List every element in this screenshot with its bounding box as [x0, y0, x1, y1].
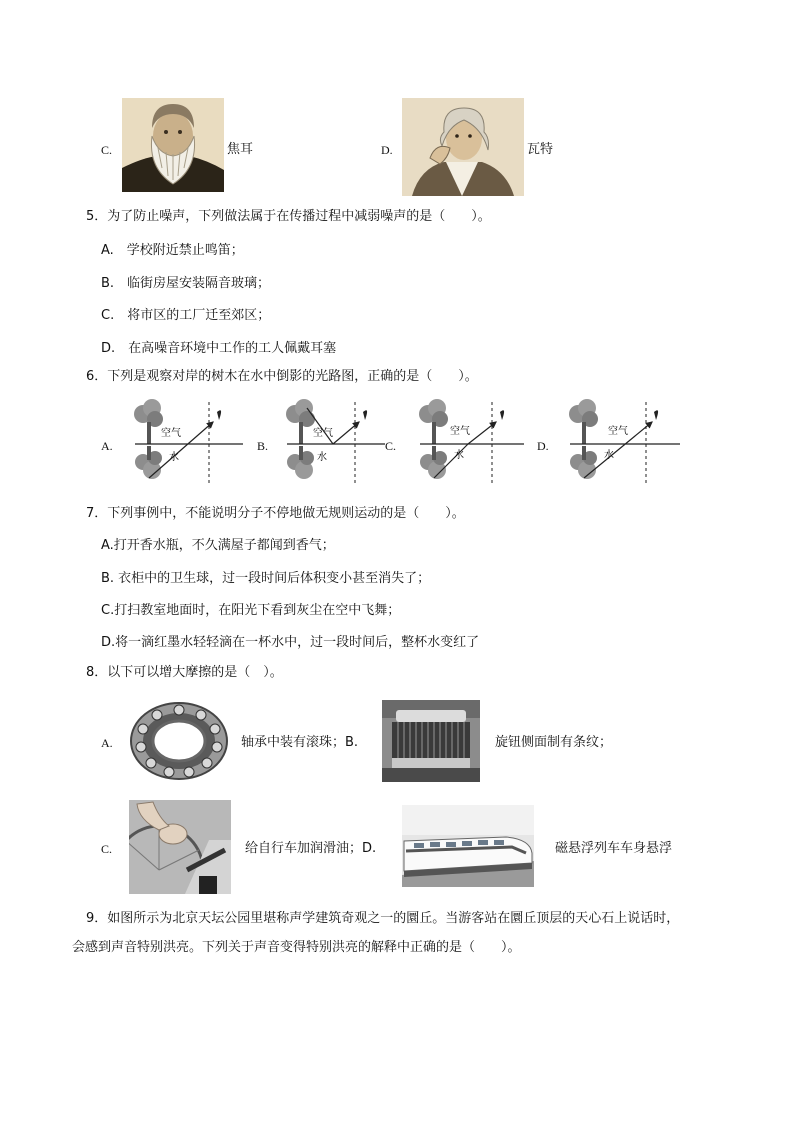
q7-stem: 7．下列事例中，不能说明分子不停地做无规则运动的是（ ）。	[86, 506, 465, 521]
q5-stem: 5．为了防止噪声，下列做法属于在传播过程中减弱噪声的是（ ）。	[86, 209, 491, 224]
q8-option-b-text: 旋钮侧面制有条纹；	[495, 735, 613, 750]
air-label: 空气	[608, 426, 628, 437]
air-label: 空气	[450, 426, 470, 437]
q7-option-a: A.打开香水瓶，不久满屋子都闻到香气；	[101, 538, 335, 553]
air-label: 空气	[313, 428, 333, 439]
tree-icon	[569, 399, 598, 479]
q7-option-d: D.将一滴红墨水轻轻滴在一杯水中，过一段时间后，整杯水变红了	[101, 635, 480, 650]
q6-diagram-a	[125, 398, 245, 488]
q4-option-d-label: D.	[381, 143, 393, 157]
q8-option-a-label: A.	[101, 736, 113, 750]
q4-option-c-label: C.	[101, 143, 113, 157]
joule-portrait	[122, 98, 224, 192]
tree-icon	[419, 399, 448, 479]
q6-label-b: B.	[257, 439, 269, 453]
q8-option-c-text: 给自行车加润滑油；D.	[245, 841, 377, 856]
q4-option-d-text: 瓦特	[527, 142, 554, 157]
eye-icon	[500, 410, 504, 420]
q6-label-c: C.	[385, 439, 397, 453]
q7-option-c: C.打扫教室地面时，在阳光下看到灰尘在空中飞舞；	[101, 603, 401, 618]
tree-icon	[134, 399, 163, 479]
eye-icon	[654, 410, 658, 420]
water-label: 水	[317, 452, 327, 463]
water-label: 水	[454, 450, 464, 461]
q7-option-b: B. 衣柜中的卫生球，过一段时间后体积变小甚至消失了；	[101, 571, 431, 586]
q8-option-d-text: 磁悬浮列车车身悬浮	[555, 841, 673, 856]
q9-line-1: 9．如图所示为北京天坛公园里堪称声学建筑奇观之一的圜丘。当游客站在圜丘顶层的天心石上说话时，	[86, 911, 680, 926]
bicycle-oil-photo	[129, 800, 231, 894]
q6-label-d: D.	[537, 439, 549, 453]
water-label: 水	[169, 452, 179, 463]
q6-diagram-b	[277, 398, 387, 488]
q8-option-c-label: C.	[101, 842, 113, 856]
q6-label-a: A.	[101, 439, 113, 453]
q5-option-c: C. 将市区的工厂迁至郊区；	[101, 308, 271, 323]
eye-icon	[217, 410, 221, 420]
q6-diagram-d	[560, 398, 682, 488]
q8-stem: 8．以下可以增大摩擦的是（ ）。	[86, 665, 283, 680]
maglev-train-photo	[402, 805, 534, 887]
bearing-photo	[127, 699, 231, 783]
q9-line-2: 会感到声音特别洪亮。下列关于声音变得特别洪亮的解释中正确的是（ ）。	[72, 940, 521, 955]
q8-option-a-text: 轴承中装有滚珠；B.	[241, 735, 359, 750]
q5-option-b: B. 临街房屋安装隔音玻璃；	[101, 276, 271, 291]
watt-portrait	[402, 98, 524, 196]
q5-option-d: D. 在高噪音环境中工作的工人佩戴耳塞	[101, 341, 337, 356]
q6-stem: 6．下列是观察对岸的树木在水中倒影的光路图，正确的是（ ）。	[86, 369, 478, 384]
tree-icon	[286, 399, 315, 479]
air-label: 空气	[161, 428, 181, 439]
q6-diagram-c	[410, 398, 526, 488]
eye-icon	[363, 410, 367, 420]
q5-option-a: A. 学校附近禁止鸣笛；	[101, 243, 244, 258]
q4-option-c-text: 焦耳	[227, 142, 254, 157]
knob-photo	[382, 700, 480, 782]
water-label: 水	[604, 450, 614, 461]
